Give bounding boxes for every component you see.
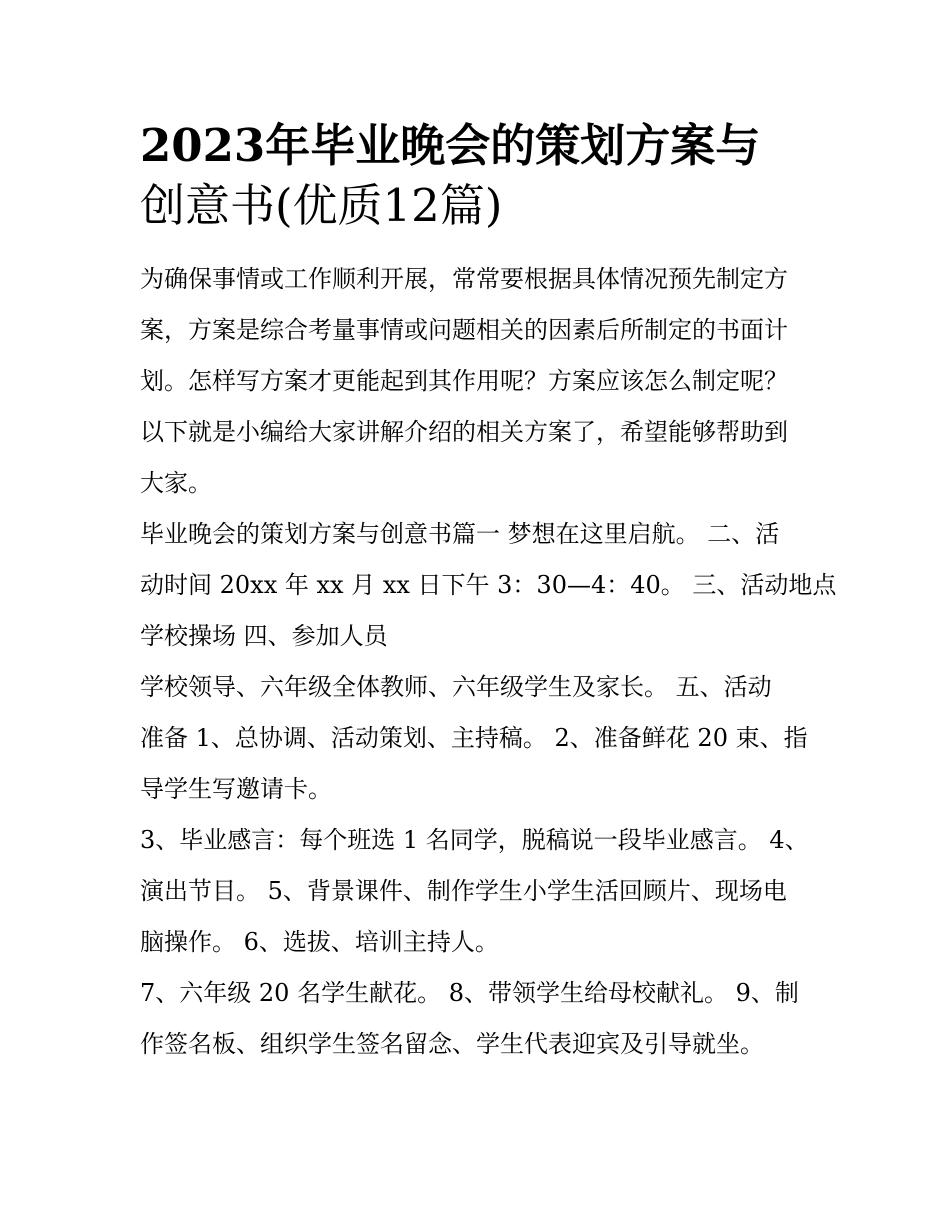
paragraph-prep-items-3-6 [140, 815, 812, 968]
paragraph-intro [140, 254, 812, 509]
text-line: 毕业晚会的策划方案与创意书篇一 梦想在这里启航。 二、活 [140, 520, 780, 548]
text-line: 以下就是小编给大家讲解介绍的相关方案了，希望能够帮助到 [140, 418, 788, 446]
text-line: 导学生写邀请卡。 [140, 775, 332, 803]
paragraph-theme-and-time [140, 509, 837, 662]
text-line: 演出节目。 5、背景课件、制作学生小学生活回顾片、现场电 [140, 877, 787, 905]
document-title [140, 116, 812, 236]
text-line: 3、毕业感言：每个班选 1 名同学，脱稿说一段毕业感言。 4、 [140, 826, 809, 854]
text-line: 为确保事情或工作顺利开展，常常要根据具体情况预先制定方 [140, 265, 788, 293]
paragraph-prep-items-7-9 [140, 968, 812, 1070]
title-line-1: 2023年毕业晚会的策划方案与 [140, 119, 761, 172]
text-line: 作签名板、组织学生签名留念、学生代表迎宾及引导就坐。 [140, 1030, 764, 1058]
text-line: 动时间 20xx 年 xx 月 xx 日下午 3：30—4：40。 三、活动地点 [140, 571, 837, 599]
text-line: 脑操作。 6、选拔、培训主持人。 [140, 928, 499, 956]
text-line: 案，方案是综合考量事情或问题相关的因素后所制定的书面计 [140, 316, 788, 344]
text-line: 学校操场 四、参加人员 [140, 622, 388, 650]
title-line-2: 创意书(优质12篇) [140, 179, 503, 232]
text-line: 学校领导、六年级全体教师、六年级学生及家长。 五、活动 [140, 673, 772, 701]
document-page [140, 116, 837, 1070]
text-line: 7、六年级 20 名学生献花。 8、带领学生给母校献礼。 9、制 [140, 979, 799, 1007]
document-body [140, 254, 837, 1070]
paragraph-participants-and-prep [140, 662, 812, 815]
text-line: 准备 1、总协调、活动策划、主持稿。 2、准备鲜花 20 束、指 [140, 724, 808, 752]
text-line: 大家。 [140, 469, 212, 497]
text-line: 划。怎样写方案才更能起到其作用呢？方案应该怎么制定呢？ [140, 367, 788, 395]
